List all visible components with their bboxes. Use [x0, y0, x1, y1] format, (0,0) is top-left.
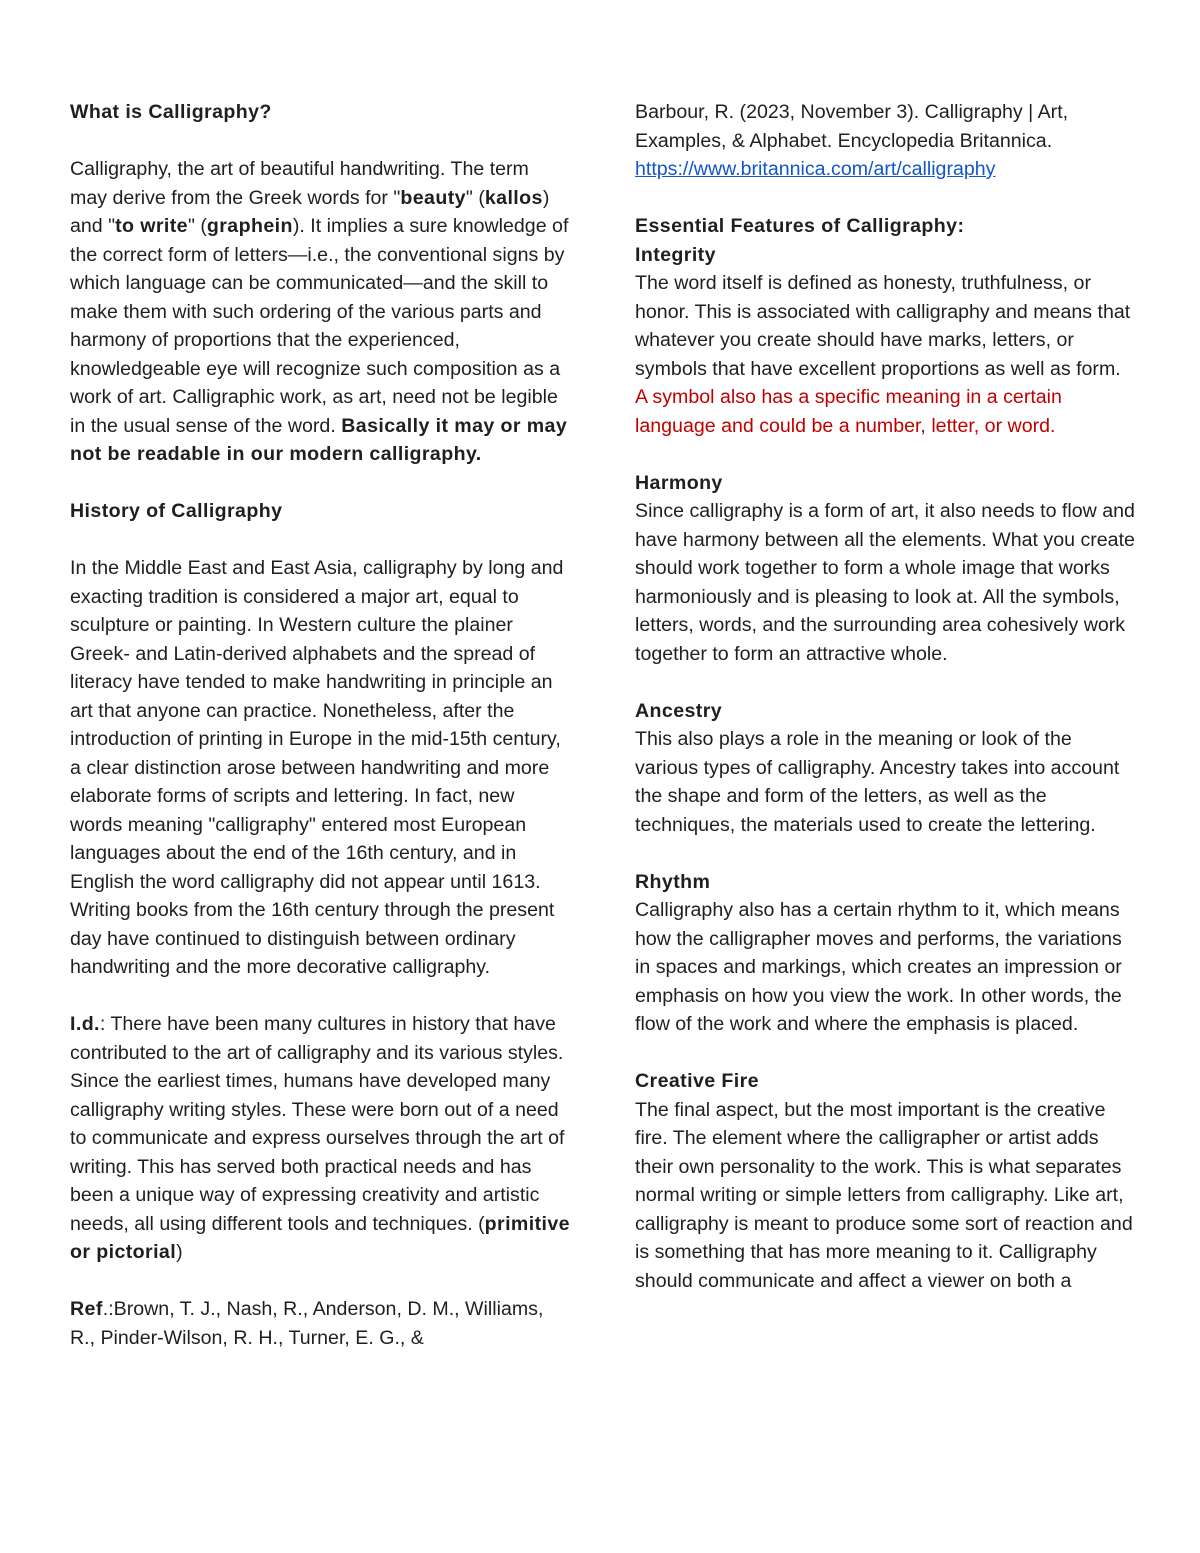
rhythm-paragraph: Calligraphy also has a certain rhythm to it, which means how the calligrapher moves and performs, the variations in spaces and markings, which creates an impression or emphasis on how you view the work. In other words, the flow of the work and where the emphasis is placed. — [635, 899, 1122, 1035]
id-text: : There have been many cultures in history that have contributed to the art of calligraphy and its various styles. Since the earliest times, humans have developed many calligraphy writing styles. These were born out of a need to communicate and express ourselves through the art of writing. This has served both practical needs and has been a unique way of expressing creativity and artistic needs, all using different tools and techniques. — [70, 1013, 565, 1235]
intro-text-3: ) and " — [70, 186, 550, 237]
right-column — [635, 98, 1135, 1295]
citation-paragraph — [635, 98, 1135, 184]
intro-bold-readable: Basically it may or may not be readable in our modern calligraphy. — [70, 414, 568, 465]
harmony-paragraph: Since calligraphy is a form of art, it also needs to flow and have harmony between all the elements. What you create should work together to form a whole image that works harmoniously and is pleasing to look at. All the symbols, letters, words, and the surrounding area cohesively work together to form an attractive whole. — [635, 500, 1135, 665]
creative-fire-heading: Creative Fire — [635, 1070, 759, 1092]
intro-text-1: Calligraphy, the art of beautiful handwriting. The term may derive from the Greek words for " — [70, 158, 529, 209]
ref-text: .:Brown, T. J., Nash, R., Anderson, D. M., Williams, R., Pinder-Wilson, R. H., Turner, E. G., & — [70, 1298, 544, 1349]
ancestry-heading: Ancestry — [635, 699, 723, 722]
features-heading: Essential Features of Calligraphy: — [635, 215, 965, 237]
ref-label: Ref — [70, 1298, 103, 1320]
intro-text-4: " ( — [187, 215, 207, 237]
ref-paragraph — [70, 1295, 570, 1352]
integrity-heading: Integrity — [635, 243, 716, 266]
creative-fire-paragraph: The final aspect, but the most important is the creative fire. The element where the calligrapher or artist adds their own personality to the work. This is what separates normal writing or simple letters from calligraphy. Like art, calligraphy is meant to produce some sort of reaction and is something that has more meaning to it. Calligraphy should communicate and affect a viewer on both a — [635, 1098, 1133, 1292]
id-paren-open: ( — [478, 1212, 485, 1235]
intro-bold-graphein: graphein — [206, 215, 293, 237]
intro-paragraph — [70, 155, 570, 469]
harmony-heading: Harmony — [635, 471, 723, 494]
id-paren-bold: primitive or pictorial — [70, 1212, 570, 1263]
left-column — [70, 98, 570, 1352]
history-heading: History of Calligraphy — [70, 500, 283, 522]
integrity-paragraph — [635, 269, 1135, 440]
integrity-text: The word itself is defined as honesty, truthfulness, or honor. This is associated with calligraphy and means that whatever you create should have marks, letters, or symbols that have excellent proportions as well as form. — [635, 272, 1131, 380]
history-paragraph: In the Middle East and East Asia, calligraphy by long and exacting tradition is considered a major art, equal to sculpture or painting. In Western culture the plainer Greek- and Latin-derived alphabets and the spread of literacy have tended to make handwriting in principle an art that anyone can practice. Nonetheless, after the introduction of printing in Europe in the mid-15th century, a clear distinction arose between handwriting and more elaborate forms of scripts and lettering. In fact, new words meaning "calligraphy" entered most European languages about the end of the 16th century, and in English the word calligraphy did not appear until 1613. Writing books from the 16th century through the present day have continued to distinguish between ordinary handwriting and the more decorative calligraphy. — [70, 557, 564, 978]
intro-bold-kallos: kallos — [484, 186, 543, 209]
britannica-link[interactable]: https://www.britannica.com/art/calligraphy — [635, 158, 996, 180]
intro-text-2: " ( — [465, 186, 485, 209]
integrity-red-text: A symbol also has a specific meaning in a certain language and could be a number, letter, or word. — [635, 386, 1062, 437]
ancestry-paragraph: This also plays a role in the meaning or look of the various types of calligraphy. Ancestry takes into account the shape and form of the letters, as well as the techniques, the materials used to create the lettering. — [635, 728, 1120, 836]
id-paragraph — [70, 1010, 570, 1267]
id-label: I.d. — [70, 1013, 100, 1035]
intro-bold-to-write: to write — [115, 215, 188, 237]
title-what-is-calligraphy: What is Calligraphy? — [70, 101, 272, 123]
citation-text: Barbour, R. (2023, November 3). Calligraphy | Art, Examples, & Alphabet. Encyclopedia Britannica. — [635, 101, 1069, 152]
id-paren-close: ) — [176, 1241, 183, 1263]
intro-text-5: ). It implies a sure knowledge of the correct form of letters—i.e., the conventional signs by which language can be communicated—and the skill to make them with such ordering of the various parts and harmony of proportions that the experienced, knowledgeable eye will recognize such composition as a work of art. Calligraphic work, as art, need not be legible in the usual sense of the word. — [70, 215, 569, 437]
intro-bold-beauty: beauty — [400, 186, 466, 209]
rhythm-heading: Rhythm — [635, 870, 711, 893]
